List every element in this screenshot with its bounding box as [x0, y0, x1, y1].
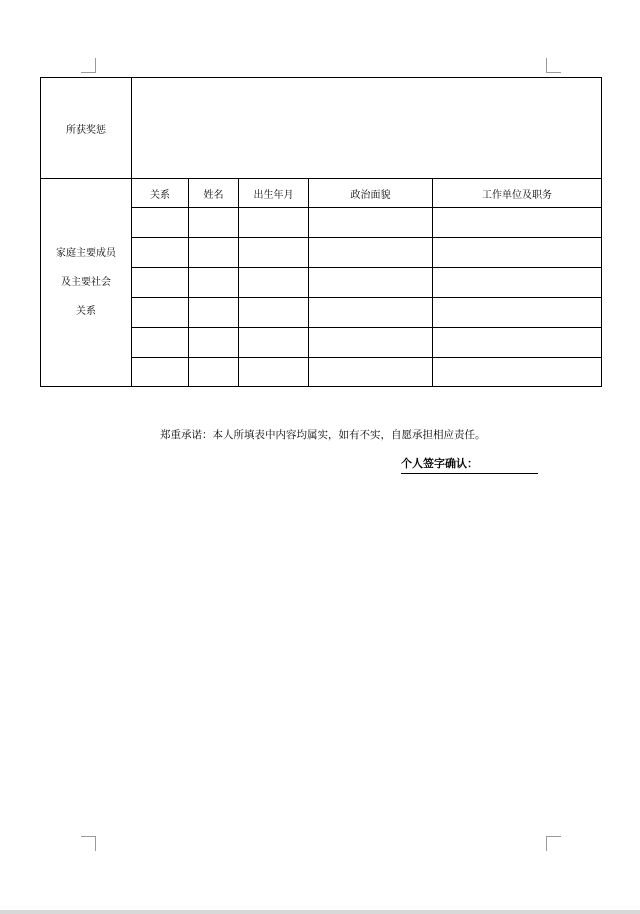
table-cell[interactable] [309, 358, 433, 387]
table-cell[interactable] [132, 268, 189, 298]
family-label-line: 家庭主要成员 [56, 248, 116, 259]
column-header-name: 姓名 [189, 179, 239, 208]
table-cell[interactable] [239, 208, 309, 238]
column-header-relation: 关系 [132, 179, 189, 208]
table-cell[interactable] [433, 238, 602, 268]
awards-label: 所获奖惩 [41, 78, 132, 179]
table-cell[interactable] [189, 238, 239, 268]
table-cell[interactable] [132, 298, 189, 328]
table-cell[interactable] [189, 208, 239, 238]
page-bottom-edge [0, 910, 640, 914]
table-cell[interactable] [433, 268, 602, 298]
column-header-birth: 出生年月 [239, 179, 309, 208]
table-cell[interactable] [239, 298, 309, 328]
table-cell[interactable] [189, 358, 239, 387]
family-label-line: 关系 [76, 306, 96, 317]
table-cell[interactable] [132, 238, 189, 268]
family-label-line: 及主要社会 [61, 277, 111, 288]
table-cell[interactable] [309, 328, 433, 358]
table-cell[interactable] [309, 268, 433, 298]
promise-statement: 郑重承诺：本人所填表中内容均属实，如有不实，自愿承担相应责任。 [160, 429, 486, 441]
table-cell[interactable] [433, 298, 602, 328]
table-cell[interactable] [309, 298, 433, 328]
table-cell[interactable] [309, 208, 433, 238]
table-cell[interactable] [239, 358, 309, 387]
signature-field[interactable]: 个人签字确认： [401, 455, 538, 474]
table-cell[interactable] [433, 208, 602, 238]
table-cell[interactable] [433, 328, 602, 358]
table-cell[interactable] [132, 328, 189, 358]
column-header-political-status: 政治面貌 [309, 179, 433, 208]
crop-mark-top-right [546, 58, 561, 73]
table-cell[interactable] [132, 208, 189, 238]
table-cell[interactable] [132, 358, 189, 387]
table-cell[interactable] [239, 328, 309, 358]
table-cell[interactable] [309, 238, 433, 268]
table-cell[interactable] [239, 268, 309, 298]
crop-mark-top-left [81, 58, 96, 73]
family-label [41, 179, 132, 387]
form-table [40, 77, 602, 387]
column-header-employer-position: 工作单位及职务 [433, 179, 602, 208]
table-cell[interactable] [239, 238, 309, 268]
table-cell[interactable] [433, 358, 602, 387]
crop-mark-bottom-left [81, 836, 96, 851]
crop-mark-bottom-right [546, 836, 561, 851]
table-cell[interactable] [189, 328, 239, 358]
table-cell[interactable] [189, 268, 239, 298]
awards-field[interactable] [132, 78, 602, 179]
table-cell[interactable] [189, 298, 239, 328]
